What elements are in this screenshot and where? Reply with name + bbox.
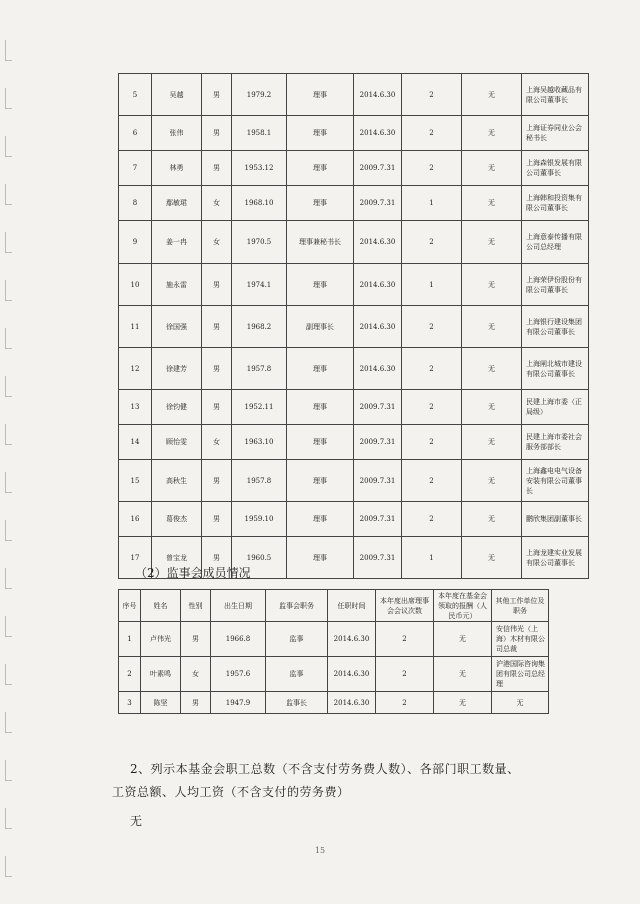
page-number: 15 <box>314 846 326 855</box>
cell-meetings: 2 <box>402 306 462 348</box>
cell-no: 6 <box>119 116 152 151</box>
cell-term: 2014.6.30 <box>328 657 376 692</box>
board-members-table <box>118 73 589 579</box>
table-row <box>119 221 589 264</box>
cell-pay: 无 <box>434 692 492 714</box>
cell-pay: 无 <box>462 390 522 425</box>
cell-meetings: 2 <box>402 74 462 116</box>
cell-role: 理事兼秘书长 <box>287 221 354 264</box>
cell-role: 理事 <box>287 186 354 221</box>
cell-pay: 无 <box>462 221 522 264</box>
cell-gender: 女 <box>202 425 232 460</box>
cell-other: 民建上海市委社会服务部部长 <box>522 425 589 460</box>
cell-meetings: 1 <box>402 264 462 306</box>
cell-birth: 1966.8 <box>211 622 266 657</box>
cell-term: 2014.6.30 <box>354 221 402 264</box>
cell-gender: 男 <box>202 306 232 348</box>
cell-role: 副理事长 <box>287 306 354 348</box>
cell-pay: 无 <box>462 460 522 502</box>
cell-term: 2009.7.31 <box>354 425 402 460</box>
cell-other: 上海证券同业公会秘书长 <box>522 116 589 151</box>
cell-term: 2014.6.30 <box>328 692 376 714</box>
table-row <box>119 622 549 657</box>
cell-other: 上海鑫电电气设备安装有限公司董事长 <box>522 460 589 502</box>
cell-name: 高秋生 <box>152 460 202 502</box>
cell-no: 15 <box>119 460 152 502</box>
cell-other: 沪港国际咨询集团有限公司总经理 <box>492 657 549 692</box>
cell-other: 鹏欣集团副董事长 <box>522 502 589 537</box>
cell-meetings: 2 <box>402 460 462 502</box>
cell-term: 2009.7.31 <box>354 460 402 502</box>
cell-no: 5 <box>119 74 152 116</box>
cell-role: 理事 <box>287 460 354 502</box>
cell-name: 徐钧健 <box>152 390 202 425</box>
cell-other: 上海韩和投资集有限公司董事长 <box>522 186 589 221</box>
cell-meetings: 2 <box>402 348 462 390</box>
cell-other: 上海闸北城市建设有限公司董事长 <box>522 348 589 390</box>
cell-meetings: 2 <box>376 622 434 657</box>
cell-gender: 男 <box>202 264 232 306</box>
cell-term: 2014.6.30 <box>354 306 402 348</box>
cell-no: 13 <box>119 390 152 425</box>
cell-birth: 1957.6 <box>211 657 266 692</box>
cell-name: 叶素鸣 <box>141 657 181 692</box>
cell-no: 17 <box>119 537 152 579</box>
cell-meetings: 2 <box>402 502 462 537</box>
cell-no: 7 <box>119 151 152 186</box>
cell-no: 1 <box>119 622 141 657</box>
header-pay: 本年度在基金会领取的报酬（人民币元） <box>434 590 492 622</box>
cell-birth: 1970.5 <box>232 221 287 264</box>
table-row <box>119 657 549 692</box>
cell-role: 监事 <box>266 622 328 657</box>
table-header-row <box>119 590 549 622</box>
table-row <box>119 74 589 116</box>
cell-term: 2009.7.31 <box>354 390 402 425</box>
cell-role: 理事 <box>287 116 354 151</box>
cell-role: 理事 <box>287 502 354 537</box>
cell-other: 上海荣伊份股份有限公司董事长 <box>522 264 589 306</box>
cell-birth: 1968.2 <box>232 306 287 348</box>
cell-pay: 无 <box>462 425 522 460</box>
table-row <box>119 306 589 348</box>
cell-birth: 1953.12 <box>232 151 287 186</box>
cell-no: 9 <box>119 221 152 264</box>
cell-name: 张伟 <box>152 116 202 151</box>
header-role: 监事会职务 <box>266 590 328 622</box>
cell-role: 理事 <box>287 264 354 306</box>
supervisors-table <box>118 589 549 714</box>
cell-pay: 无 <box>462 264 522 306</box>
cell-no: 14 <box>119 425 152 460</box>
table-row <box>119 264 589 306</box>
table-row <box>119 151 589 186</box>
cell-name: 顾怡雯 <box>152 425 202 460</box>
cell-no: 12 <box>119 348 152 390</box>
cell-no: 3 <box>119 692 141 714</box>
cell-gender: 男 <box>202 116 232 151</box>
cell-meetings: 2 <box>402 116 462 151</box>
cell-meetings: 2 <box>402 221 462 264</box>
cell-name: 林勇 <box>152 151 202 186</box>
header-name: 姓名 <box>141 590 181 622</box>
header-no: 序号 <box>119 590 141 622</box>
cell-gender: 男 <box>181 692 211 714</box>
cell-term: 2009.7.31 <box>354 186 402 221</box>
cell-pay: 无 <box>462 502 522 537</box>
cell-name: 卢伟光 <box>141 622 181 657</box>
table-row <box>119 692 549 714</box>
table-row <box>119 348 589 390</box>
cell-birth: 1959.10 <box>232 502 287 537</box>
cell-name: 施永雷 <box>152 264 202 306</box>
table-row <box>119 460 589 502</box>
cell-name: 吴越 <box>152 74 202 116</box>
cell-role: 监事长 <box>266 692 328 714</box>
cell-term: 2014.6.30 <box>354 74 402 116</box>
cell-role: 监事 <box>266 657 328 692</box>
cell-gender: 男 <box>181 622 211 657</box>
cell-birth: 1963.10 <box>232 425 287 460</box>
cell-birth: 1979.2 <box>232 74 287 116</box>
cell-other: 上海意泰传播有限公司总经理 <box>522 221 589 264</box>
cell-gender: 男 <box>202 74 232 116</box>
cell-meetings: 2 <box>376 657 434 692</box>
cell-birth: 1958.1 <box>232 116 287 151</box>
supervisors-section-title: （2）监事会成员情况 <box>135 566 251 580</box>
cell-gender: 男 <box>202 348 232 390</box>
cell-pay: 无 <box>462 537 522 579</box>
cell-meetings: 2 <box>376 692 434 714</box>
cell-term: 2009.7.31 <box>354 502 402 537</box>
cell-meetings: 2 <box>402 425 462 460</box>
table-row <box>119 502 589 537</box>
cell-term: 2014.6.30 <box>354 264 402 306</box>
cell-gender: 男 <box>202 460 232 502</box>
cell-role: 理事 <box>287 74 354 116</box>
cell-birth: 1957.8 <box>232 348 287 390</box>
cell-birth: 1957.8 <box>232 460 287 502</box>
cell-name: 陈坚 <box>141 692 181 714</box>
cell-pay: 无 <box>462 151 522 186</box>
cell-no: 8 <box>119 186 152 221</box>
cell-birth: 1947.9 <box>211 692 266 714</box>
cell-pay: 无 <box>462 186 522 221</box>
cell-role: 理事 <box>287 151 354 186</box>
cell-name: 徐建芳 <box>152 348 202 390</box>
cell-name: 葛俊杰 <box>152 502 202 537</box>
cell-birth: 1960.5 <box>232 537 287 579</box>
cell-other: 无 <box>492 692 549 714</box>
cell-term: 2009.7.31 <box>354 151 402 186</box>
cell-other: 上海龙建实业发展有限公司董事长 <box>522 537 589 579</box>
table-row <box>119 425 589 460</box>
cell-gender: 女 <box>202 221 232 264</box>
cell-term: 2014.6.30 <box>354 348 402 390</box>
cell-other: 上海森银发展有限公司董事长 <box>522 151 589 186</box>
table-row <box>119 390 589 425</box>
cell-name: 姜一冉 <box>152 221 202 264</box>
cell-pay: 无 <box>462 116 522 151</box>
cell-gender: 男 <box>202 151 232 186</box>
cell-other: 安信伟光（上海）木材有限公司总裁 <box>492 622 549 657</box>
table-row <box>119 186 589 221</box>
cell-no: 11 <box>119 306 152 348</box>
cell-meetings: 1 <box>402 537 462 579</box>
cell-meetings: 2 <box>402 390 462 425</box>
cell-role: 理事 <box>287 348 354 390</box>
cell-gender: 男 <box>202 390 232 425</box>
table-row <box>119 116 589 151</box>
cell-role: 理事 <box>287 425 354 460</box>
header-birth: 出生日期 <box>211 590 266 622</box>
cell-pay: 无 <box>462 306 522 348</box>
binding-edge <box>0 0 14 904</box>
cell-meetings: 2 <box>402 151 462 186</box>
header-other: 其他工作单位及职务 <box>492 590 549 622</box>
cell-gender: 男 <box>202 502 232 537</box>
cell-pay: 无 <box>462 348 522 390</box>
cell-name: 鄢敏珺 <box>152 186 202 221</box>
cell-gender: 女 <box>202 186 232 221</box>
cell-pay: 无 <box>462 74 522 116</box>
cell-other: 上海吴越收藏品有限公司董事长 <box>522 74 589 116</box>
cell-no: 2 <box>119 657 141 692</box>
cell-birth: 1974.1 <box>232 264 287 306</box>
cell-meetings: 1 <box>402 186 462 221</box>
cell-term: 2009.7.31 <box>354 537 402 579</box>
cell-role: 理事 <box>287 537 354 579</box>
cell-birth: 1952.11 <box>232 390 287 425</box>
cell-pay: 无 <box>434 657 492 692</box>
paragraph-staff-count: 2、列示本基金会职工总数（不含支付劳务费人数）、各部门职工数量、 <box>130 762 520 776</box>
header-gender: 性别 <box>181 590 211 622</box>
cell-role: 理事 <box>287 390 354 425</box>
paragraph-none: 无 <box>130 814 143 828</box>
cell-other: 民建上海市委（正局级） <box>522 390 589 425</box>
cell-gender: 男 <box>202 537 232 579</box>
cell-no: 10 <box>119 264 152 306</box>
cell-no: 16 <box>119 502 152 537</box>
cell-gender: 女 <box>181 657 211 692</box>
cell-other: 上海银行建设集团有限公司董事长 <box>522 306 589 348</box>
cell-birth: 1968.10 <box>232 186 287 221</box>
cell-term: 2014.6.30 <box>328 622 376 657</box>
paragraph-salary: 工资总额、人均工资（不含支付的劳务费） <box>112 785 350 799</box>
cell-name: 曾宝龙 <box>152 537 202 579</box>
header-meetings: 本年度出席理事会会议次数 <box>376 590 434 622</box>
header-term: 任职时间 <box>328 590 376 622</box>
cell-pay: 无 <box>434 622 492 657</box>
cell-term: 2014.6.30 <box>354 116 402 151</box>
cell-name: 徐国强 <box>152 306 202 348</box>
